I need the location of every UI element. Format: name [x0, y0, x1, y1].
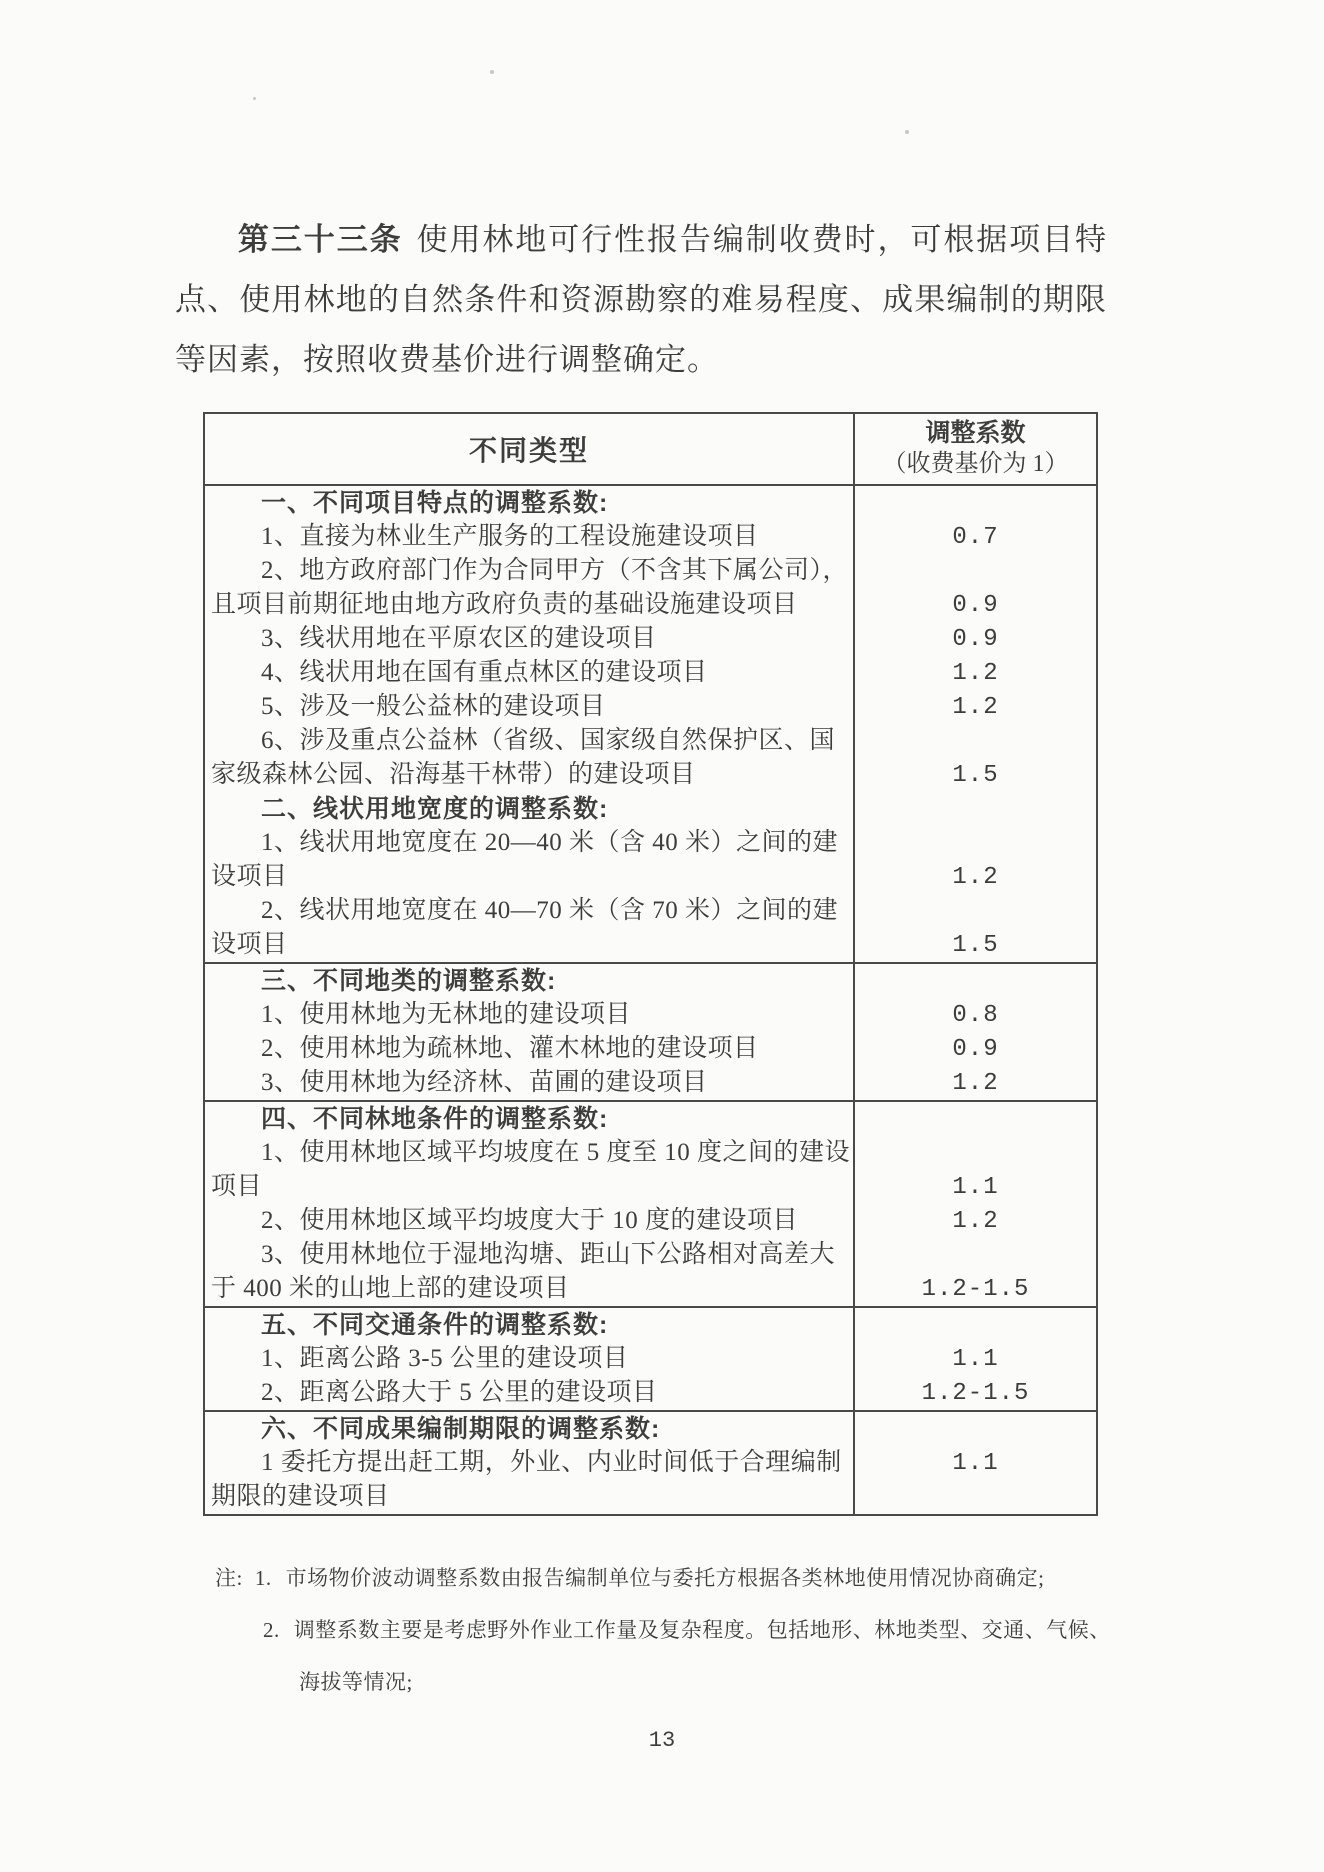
coefficient-title: 调整系数: [925, 419, 1026, 447]
table-row: [205, 588, 1096, 622]
footnote-2-text-line-2: 海拔等情况;: [299, 1670, 413, 1694]
paragraph-text-2: 点、使用林地的自然条件和资源勘察的难易程度、成果编制的期限: [175, 282, 1107, 317]
row-description: 五、不同交通条件的调整系数:: [261, 1311, 609, 1339]
row-description: 1、直接为林业生产服务的工程设施建设项目: [261, 523, 759, 550]
table-row: [205, 928, 1096, 962]
row-description: 1、使用林地为无林地的建设项目: [261, 1001, 632, 1028]
row-description: 2、线状用地宽度在 40—70 米（含 70 米）之间的建: [261, 897, 839, 924]
row-coefficient-value: 0.9: [853, 622, 1096, 656]
table-row: [205, 1376, 1096, 1410]
table-section: [205, 1306, 1096, 1410]
row-coefficient-value: 1.1: [853, 1446, 1096, 1480]
table-section: [205, 962, 1096, 1100]
table-section: [205, 1100, 1096, 1306]
row-description: 家级森林公园、沿海基干林带）的建设项目: [211, 761, 696, 788]
scan-speck: [490, 70, 494, 74]
row-description: 四、不同林地条件的调整系数:: [261, 1105, 609, 1133]
row-coefficient-value: 1.1: [853, 1170, 1096, 1204]
paragraph-line-3: [175, 330, 1107, 390]
row-description: 5、涉及一般公益林的建设项目: [261, 693, 606, 720]
row-coefficient-value: [853, 1136, 1096, 1170]
table-row: [205, 724, 1096, 758]
footnote-2-number: 2.: [263, 1618, 280, 1642]
table-row: [205, 622, 1096, 656]
row-coefficient-value: [853, 826, 1096, 860]
table-row: [205, 1136, 1096, 1170]
row-coefficient-value: [853, 1412, 1096, 1446]
row-description: 期限的建设项目: [211, 1483, 390, 1510]
row-description: 2、距离公路大于 5 公里的建设项目: [261, 1379, 658, 1406]
row-coefficient-value: 1.2: [853, 656, 1096, 690]
table-row: [205, 1308, 1096, 1342]
row-description: 且项目前期征地由地方政府负责的基础设施建设项目: [211, 591, 798, 618]
table-row: [205, 1272, 1096, 1306]
table-row: [205, 792, 1096, 826]
row-description: 4、线状用地在国有重点林区的建设项目: [261, 659, 708, 686]
table-row: [205, 894, 1096, 928]
row-description: 于 400 米的山地上部的建设项目: [211, 1275, 570, 1302]
footnote-1-number: 1.: [254, 1566, 272, 1590]
footnote-2: [263, 1614, 1111, 1644]
row-coefficient-value: [853, 554, 1096, 588]
row-coefficient-value: [853, 894, 1096, 928]
row-coefficient-value: 1.1: [853, 1342, 1096, 1376]
row-coefficient-value: 1.2: [853, 1066, 1096, 1100]
footnote-2-text-line-1: 调整系数主要是考虑野外作业工作量及复杂程度。包括地形、林地类型、交通、气候、: [293, 1618, 1111, 1642]
footnote-1: [215, 1562, 1044, 1592]
table-row: [205, 554, 1096, 588]
paragraph-text-1: 使用林地可行性报告编制收费时，可根据项目特: [416, 222, 1107, 257]
row-description: 二、线状用地宽度的调整系数:: [261, 795, 609, 823]
row-description: 3、线状用地在平原农区的建设项目: [261, 625, 657, 652]
paragraph-line-1: [175, 210, 1107, 270]
table-row: [205, 1342, 1096, 1376]
table-section: [205, 486, 1096, 962]
table-row: [205, 1066, 1096, 1100]
row-description: 六、不同成果编制期限的调整系数:: [261, 1415, 661, 1443]
scan-speck: [905, 130, 909, 134]
row-description: 设项目: [211, 931, 288, 958]
header-cell-type: 不同类型: [468, 435, 589, 466]
article-number: 第三十三条: [237, 222, 403, 257]
adjustment-coefficient-table: [203, 412, 1098, 1516]
paragraph-text-3: 等因素，按照收费基价进行调整确定。: [175, 342, 719, 377]
row-coefficient-value: 1.5: [853, 928, 1096, 962]
row-description: 一、不同项目特点的调整系数:: [261, 489, 609, 517]
row-coefficient-value: 1.2-1.5: [853, 1376, 1096, 1410]
row-description: 3、使用林地为经济林、苗圃的建设项目: [261, 1069, 708, 1096]
row-description: 2、地方政府部门作为合同甲方（不含其下属公司），: [261, 557, 849, 584]
row-coefficient-value: [853, 724, 1096, 758]
table-section: [205, 1410, 1096, 1514]
row-coefficient-value: 1.2: [853, 1204, 1096, 1238]
table-row: [205, 486, 1096, 520]
row-coefficient-value: [853, 1480, 1096, 1514]
row-coefficient-value: [853, 792, 1096, 826]
row-description: 3、使用林地位于湿地沟塘、距山下公路相对高差大: [261, 1241, 836, 1268]
coefficient-subtitle: （收费基价为 1）: [882, 451, 1069, 477]
table-row: [205, 998, 1096, 1032]
row-description: 设项目: [211, 863, 288, 890]
row-description: 1 委托方提出赶工期，外业、内业时间低于合理编制: [261, 1449, 842, 1476]
table-row: [205, 1238, 1096, 1272]
page-number: 13: [648, 1728, 676, 1753]
row-coefficient-value: 1.5: [853, 758, 1096, 792]
header-cell-coefficient: [853, 414, 1096, 484]
row-coefficient-value: 1.2-1.5: [853, 1272, 1096, 1306]
table-row: [205, 656, 1096, 690]
row-coefficient-value: [853, 1102, 1096, 1136]
row-coefficient-value: 0.8: [853, 998, 1096, 1032]
row-coefficient-value: [853, 964, 1096, 998]
row-description: 6、涉及重点公益林（省级、国家级自然保护区、国: [261, 727, 836, 754]
paragraph-line-2: [175, 270, 1107, 330]
table-row: [205, 520, 1096, 554]
table-row: [205, 1480, 1096, 1514]
row-coefficient-value: 1.2: [853, 690, 1096, 724]
footnote-2-continuation: [299, 1666, 413, 1696]
table-row: [205, 860, 1096, 894]
row-coefficient-value: 0.7: [853, 520, 1096, 554]
row-description: 2、使用林地为疏林地、灌木林地的建设项目: [261, 1035, 759, 1062]
row-coefficient-value: 0.9: [853, 588, 1096, 622]
table-body: [205, 486, 1096, 1514]
table-row: [205, 1204, 1096, 1238]
table-row: [205, 690, 1096, 724]
table-row: [205, 1170, 1096, 1204]
article-paragraph: [175, 210, 1107, 390]
table-row: [205, 1102, 1096, 1136]
footnote-1-text: 市场物价波动调整系数由报告编制单位与委托方根据各类林地使用情况协商确定;: [285, 1566, 1045, 1590]
table-header-row: [205, 414, 1096, 486]
row-coefficient-value: 1.2: [853, 860, 1096, 894]
row-description: 三、不同地类的调整系数:: [261, 967, 557, 995]
row-description: 1、使用林地区域平均坡度在 5 度至 10 度之间的建设: [261, 1139, 851, 1166]
table-row: [205, 1446, 1096, 1480]
table-row: [205, 826, 1096, 860]
row-coefficient-value: [853, 1238, 1096, 1272]
table-row: [205, 1412, 1096, 1446]
row-coefficient-value: [853, 1308, 1096, 1342]
row-description: 2、使用林地区域平均坡度大于 10 度的建设项目: [261, 1207, 799, 1234]
table-row: [205, 1032, 1096, 1066]
table-row: [205, 758, 1096, 792]
scan-speck: [253, 97, 256, 100]
notes-label: 注:: [215, 1566, 243, 1590]
table-row: [205, 964, 1096, 998]
row-description: 1、距离公路 3-5 公里的建设项目: [261, 1345, 629, 1372]
row-description: 1、线状用地宽度在 20—40 米（含 40 米）之间的建: [261, 829, 839, 856]
row-coefficient-value: [853, 486, 1096, 520]
row-description: 项目: [211, 1173, 263, 1200]
row-coefficient-value: 0.9: [853, 1032, 1096, 1066]
